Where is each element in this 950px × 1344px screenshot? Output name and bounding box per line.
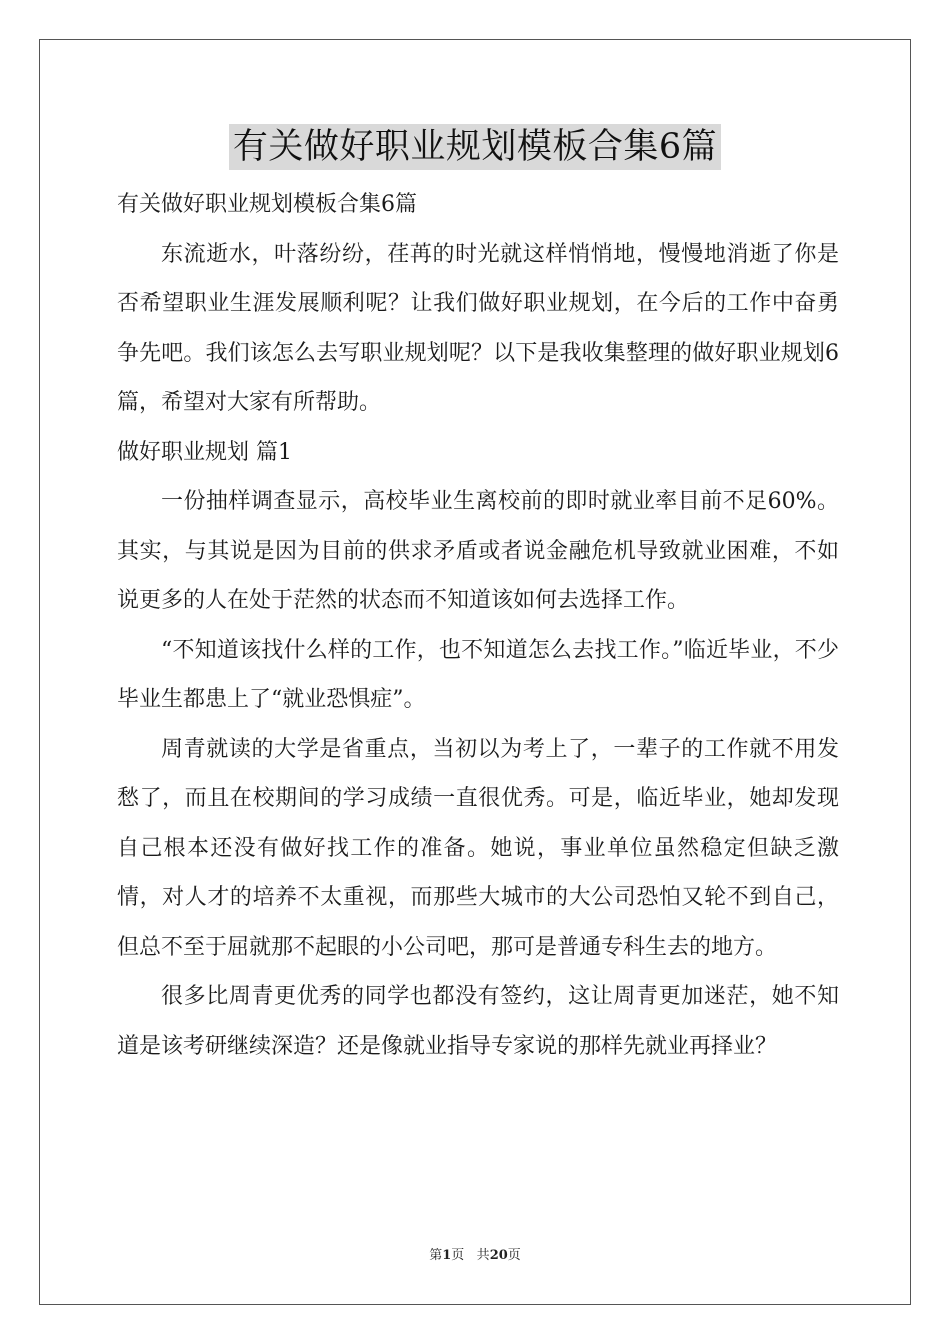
paragraph: 周青就读的大学是省重点，当初以为考上了，一辈子的工作就不用发愁了，而且在校期间的学习成绩一直很优秀。可是，临近毕业，她却发现自己根本还没有做好找工作的准备。她说，事业单位虽然稳定但缺乏激情，对人才的培养不太重视，而那些大城市的大公司恐怕又轮不到自己，但总不至于屈就那不起眼的小公司吧，那可是普通专科生去的地方。 [117,736,839,960]
paragraph: “不知道该找什么样的工作，也不知道怎么去找工作。”临近毕业，不少毕业生都患上了“就业恐惧症”。 [117,637,839,712]
page-number: 1 [442,1248,452,1263]
total-prefix: 共 [476,1248,490,1263]
total-pages: 20 [489,1248,508,1263]
document-subtitle: 有关做好职业规划模板合集6篇 [117,192,417,217]
page-footer [0,1246,950,1266]
document-body [117,180,839,1071]
page-prefix: 第 [429,1248,443,1263]
paragraph-intro: 东流逝水，叶落纷纷，荏苒的时光就这样悄悄地，慢慢地消逝了你是否希望职业生涯发展顺利呢？让我们做好职业规划，在今后的工作中奋勇争先吧。我们该怎么去写职业规划呢？以下是我收集整理的做好职业规划6篇，希望对大家有所帮助。 [117,241,839,415]
section-heading: 做好职业规划 篇1 [117,439,292,465]
page-suffix: 页 [451,1248,465,1263]
paragraph: 一份抽样调查显示，高校毕业生离校前的即时就业率目前不足60%。其实，与其说是因为目前的供求矛盾或者说金融危机导致就业困难，不如说更多的人在处于茫然的状态而不知道该如何去选择工作。 [117,489,839,613]
title-container [0,124,950,170]
total-suffix: 页 [507,1248,521,1263]
paragraph: 很多比周青更优秀的同学也都没有签约，这让周青更加迷茫，她不知道是该考研继续深造？还是像就业指导专家说的那样先就业再择业？ [117,984,839,1059]
document-title: 有关做好职业规划模板合集6篇 [229,124,721,170]
